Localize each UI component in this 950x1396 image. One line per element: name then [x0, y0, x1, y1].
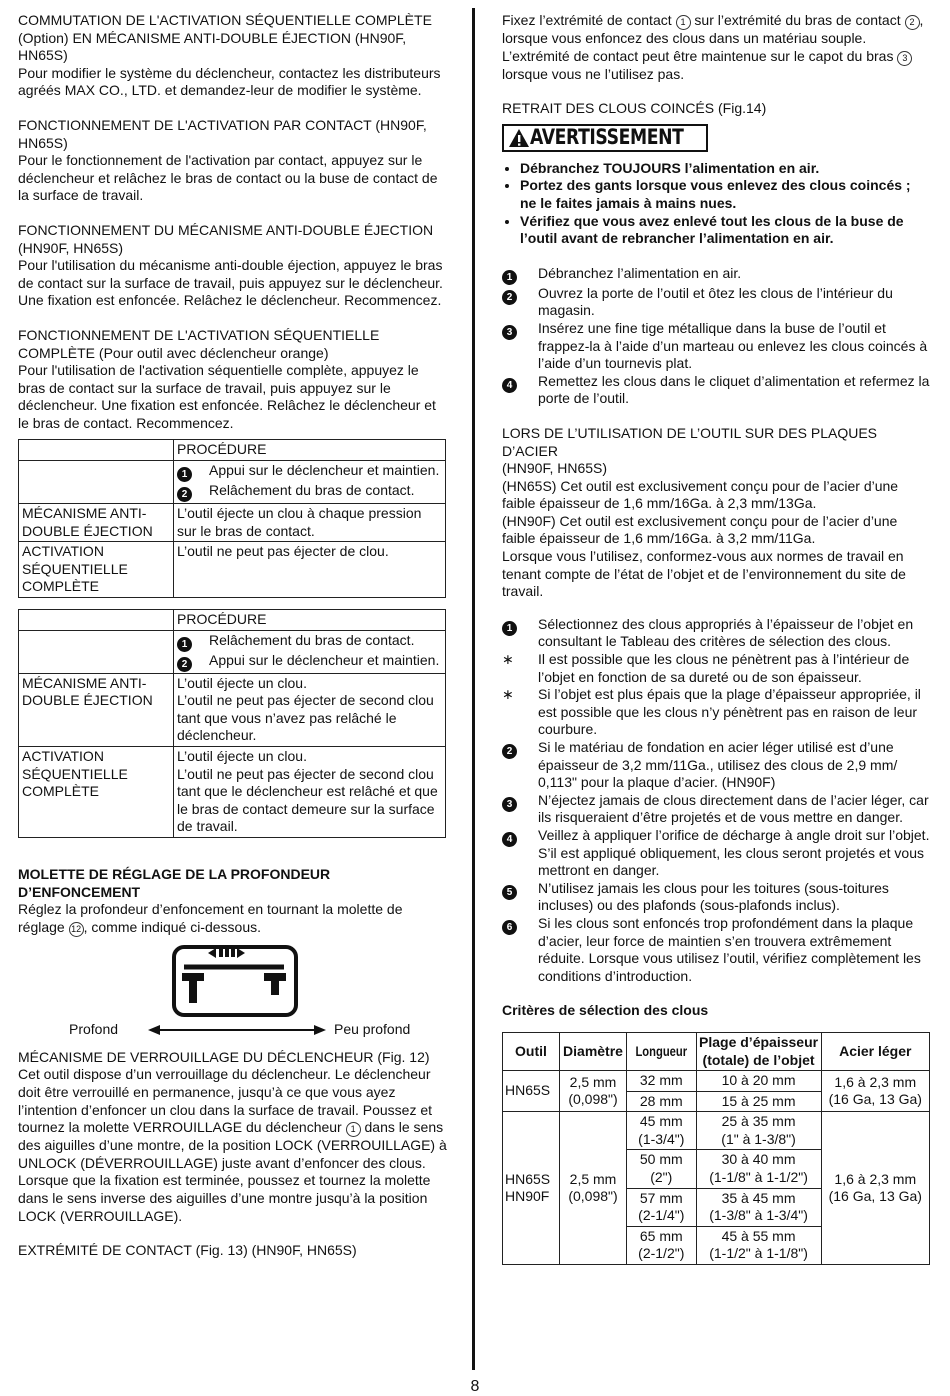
page-number: 8 — [470, 1378, 480, 1395]
depth-diagram — [18, 943, 448, 1043]
cell-line: 45 à 55 mm — [721, 1227, 796, 1244]
list-item-text: Si le matériau de fondation en acier léger utilisé est d’une épaisseur de 3,2 mm/11Ga., utilisez des clous de 2,9 mm/ 0,113" pour la plaque d’acier. (HN90F) — [538, 739, 898, 791]
warning-bullet: • Vérifiez que vous avez enlevé tout les clous de la buse de l’outil avant de rebrancher l’alimentation en air. — [520, 213, 930, 248]
ref-number: 2 — [905, 15, 920, 30]
table-cell-empty — [19, 630, 174, 673]
table-cell-empty — [19, 440, 174, 461]
right-column — [502, 12, 930, 1265]
table-cell — [821, 1071, 929, 1112]
row-label: ACTIVATION SÉQUENTIELLE COMPLÈTE — [19, 747, 174, 838]
cell-line: 57 mm — [639, 1189, 683, 1206]
table-cell — [821, 1112, 929, 1265]
list-item-text: Si l’objet est plus épais que la plage d’épaisseur appropriée, il est possible que les clous n’y pénètrent pas en raison de leur courbure. — [538, 686, 921, 738]
table-cell — [696, 1150, 821, 1188]
list-item — [502, 739, 930, 792]
step-number-badge: 1 — [177, 637, 192, 652]
table-header: PROCÉDURE — [174, 610, 446, 631]
section-body — [18, 1066, 448, 1225]
cell-line: (2-1/4") — [638, 1207, 685, 1224]
nail-criteria-table — [502, 1032, 930, 1265]
section-depth-adjust — [18, 866, 448, 1043]
steps-list — [502, 739, 930, 985]
cell-line: 1,6 à 2,3 mm — [834, 1073, 917, 1090]
section-sequential-switch — [18, 12, 448, 100]
list-item — [502, 285, 930, 320]
table-cell — [627, 1226, 697, 1264]
list-item-text: Sélectionnez des clous appropriés à l’épaisseur de l’objet en consultant le Tableau des critères de sélection des clous. — [538, 615, 914, 650]
row-value-line: L’outil ne peut pas éjecter de second clou tant que vous n’avez pas relâché le déclencheur. — [177, 692, 434, 744]
note-marker: ∗ — [502, 686, 514, 703]
cell-line: (1-3/8" à 1-3/4") — [709, 1207, 808, 1224]
cell-line: 25 à 35 mm — [721, 1113, 796, 1130]
table-cell-empty — [19, 461, 174, 504]
table-cell — [627, 1112, 697, 1150]
list-item — [502, 651, 930, 686]
step-number-badge: 6 — [502, 920, 517, 935]
cell-line: 45 mm — [639, 1113, 683, 1130]
cell-line: (16 Ga, 13 Ga) — [828, 1091, 922, 1108]
column-header — [627, 1032, 697, 1070]
step-number-badge: 4 — [502, 832, 517, 847]
body-text: Fixez l’extrémité de contact — [502, 12, 676, 28]
list-item-text: Ouvrez la porte de l’outil et ôtez les clous de l’intérieur du magasin. — [538, 284, 893, 319]
cell-line: (1-1/8" à 1-1/2") — [709, 1169, 808, 1186]
section-trigger-lock — [18, 1049, 448, 1225]
notes-list — [502, 651, 930, 739]
table-cell — [696, 1226, 821, 1264]
body-text: , comme indiqué ci-dessous. — [83, 918, 262, 935]
list-item — [502, 616, 930, 651]
section-body: Pour l'utilisation du mécanisme anti-double éjection, appuyez le bras de contact sur la surface de travail, puis appuyez sur le déclencheur. Une fixation est enfoncée. Relâchez le déclencheur. Recommencez. — [18, 257, 443, 309]
note-marker: ∗ — [502, 651, 514, 668]
list-item-text: N’éjectez jamais de clous directement dans de l’acier léger, car ils risqueraient d’être projetés et de vous mettre en danger. — [538, 791, 929, 826]
column-header: Diamètre — [560, 1032, 627, 1070]
section-body: (HN90F) Cet outil est exclusivement conçu pour de l’acier d’une faible épaisseur de 1,6 mm/16Ga. à 3,2 mm/11Ga. — [502, 512, 898, 547]
section-title: MÉCANISME DE VERROUILLAGE DU DÉCLENCHEUR (Fig. 12) — [18, 1048, 430, 1065]
jam-removal-steps — [502, 265, 930, 408]
table-cell — [560, 1112, 627, 1265]
table-cell: 10 à 20 mm — [696, 1071, 821, 1092]
column-header-text: Longueur — [635, 1042, 688, 1059]
table-cell — [560, 1071, 627, 1112]
list-item — [502, 915, 930, 985]
section-anti-double — [18, 222, 448, 310]
table-cell — [627, 1150, 697, 1188]
cell-line: (2") — [650, 1169, 673, 1186]
table-row — [503, 1112, 930, 1150]
depth-deep-label: Profond — [69, 1020, 119, 1037]
table-header: PROCÉDURE — [174, 440, 446, 461]
table-cell: 28 mm — [627, 1091, 697, 1112]
row-label: MÉCANISME ANTI-DOUBLE ÉJECTION — [19, 504, 174, 542]
row-value-line: L’outil ne peut pas éjecter de second clou tant que le déclencheur est relâché et que le bras de contact demeure sur la surface de travail. — [177, 765, 438, 835]
section-steel-plates — [502, 425, 930, 985]
section-title: LORS DE L’UTILISATION DE L’OUTIL SUR DES PLAQUES D’ACIER — [502, 424, 877, 459]
ref-number: 3 — [897, 51, 912, 66]
cell-line: 1,6 à 2,3 mm — [834, 1170, 917, 1187]
section-sequential-operation — [18, 327, 448, 433]
section-title: MOLETTE DE RÉGLAGE DE LA PROFONDEUR D’ENFONCEMENT — [18, 865, 331, 900]
criteria-title: Critères de sélection des clous — [502, 1002, 709, 1019]
list-item-text: N’utilisez jamais les clous pour les toitures (sous-toitures incluses) ou des plafonds (sous-plafonds inclus). — [538, 879, 889, 914]
cell-line: (0,098") — [568, 1091, 618, 1108]
table-cell — [627, 1188, 697, 1226]
table-cell — [503, 1112, 560, 1265]
warning-banner — [502, 124, 708, 152]
table-row — [503, 1071, 930, 1092]
row-value: L’outil ne peut pas éjecter de clou. — [174, 542, 446, 598]
row-value-line: L’outil éjecte un clou. — [177, 674, 307, 691]
step-number-badge: 3 — [502, 797, 517, 812]
step-number-badge: 1 — [502, 270, 517, 285]
row-value-line: L’outil éjecte un clou. — [177, 748, 307, 764]
list-item — [502, 320, 930, 373]
list-item-text: Insérez une fine tige métallique dans la buse de l’outil et frappez-la à l’aide d’un marteau ou enlevez les clous coincés à l’aide d’un tournevis plat. — [538, 319, 928, 372]
warning-label: AVERTISSEMENT — [530, 124, 684, 149]
cell-line: HN65S — [505, 1170, 551, 1187]
cell-line: (16 Ga, 13 Ga) — [828, 1188, 922, 1205]
row-value: L’outil éjecte un clou à chaque pression sur le bras de contact. — [174, 504, 446, 542]
section-title: FONCTIONNEMENT DU MÉCANISME ANTI-DOUBLE ÉJECTION (HN90F, HN65S) — [18, 221, 434, 256]
list-item — [502, 827, 930, 880]
warning-bullet: • Débranchez TOUJOURS l’alimentation en air. — [520, 160, 930, 178]
step-number-badge: 3 — [502, 325, 517, 340]
warning-bullet: • Portez des gants lorsque vous enlevez des clous coincés ; ne le faites jamais à mains nues. — [520, 177, 930, 212]
contact-tip-text — [502, 12, 930, 83]
section-title: COMMUTATION DE L'ACTIVATION SÉQUENTIELLE COMPLÈTE (Option) EN MÉCANISME ANTI-DOUBLE ÉJECTION (HN90F, HN65S) — [18, 12, 432, 64]
cell-line: HN90F — [505, 1188, 550, 1205]
procedure-steps — [174, 461, 446, 504]
section-body: Pour le fonctionnement de l'activation par contact, appuyez sur le déclencheur et relâchez le bras de contact ou la buse de contact de la surface de travail. — [18, 152, 438, 204]
step-number-badge: 2 — [177, 657, 192, 672]
column-divider — [472, 8, 475, 1370]
list-item — [502, 880, 930, 915]
row-value — [174, 673, 446, 746]
cell-line: 50 mm — [639, 1151, 683, 1168]
list-item-text: Si les clous sont enfoncés trop profondément dans la plaque d’acier, leur force de maintien s’en trouvera extrêmement réduite. Lorsque vous utilisez l’outil, vérifiez complètement les conditions d’introduction. — [538, 914, 921, 984]
warning-bullets — [502, 160, 930, 248]
list-item-text: Débranchez l’alimentation en air. — [538, 264, 742, 281]
column-header: Acier léger — [821, 1032, 929, 1070]
row-value — [174, 747, 446, 838]
procedure-table-2 — [18, 609, 446, 838]
section-body: Lorsque vous l’utilisez, conformez-vous aux normes de travail en tenant compte de l’état de l’objet et de l’environnement du site de travail. — [502, 548, 906, 600]
step-number-badge: 5 — [502, 885, 517, 900]
list-item-text: Remettez les clous dans le cliquet d’alimentation et refermez la porte de l’outil. — [538, 372, 930, 407]
body-text: Réglez la profondeur d’enfoncement en tournant la molette de réglage — [18, 901, 403, 935]
table-cell: 32 mm — [627, 1071, 697, 1092]
procedure-table-1 — [18, 439, 446, 598]
cell-line: 2,5 mm — [569, 1170, 617, 1187]
warning-triangle-icon — [508, 128, 530, 148]
table-cell-empty — [19, 610, 174, 631]
cell-line: 30 à 40 mm — [721, 1151, 796, 1168]
body-text: sur l’extrémité du bras de contact — [690, 12, 905, 28]
section-title: FONCTIONNEMENT DE L'ACTIVATION SÉQUENTIELLE COMPLÈTE (Pour outil avec déclencheur orange) — [18, 326, 380, 361]
procedure-steps — [174, 630, 446, 673]
step-number-badge: 2 — [502, 744, 517, 759]
column-header: Outil — [503, 1032, 560, 1070]
section-title: RETRAIT DES CLOUS COINCÉS (Fig.14) — [502, 100, 767, 117]
body-text: lorsque vous ne l’utilisez pas. — [502, 65, 685, 82]
cell-line: 65 mm — [639, 1227, 683, 1244]
row-label: ACTIVATION SÉQUENTIELLE COMPLÈTE — [19, 542, 174, 598]
cell-line: (0,098") — [568, 1188, 618, 1205]
cell-line: (2-1/2") — [638, 1245, 685, 1262]
ref-number: 1 — [346, 1122, 361, 1137]
list-item — [502, 686, 930, 739]
step-number-badge: 2 — [177, 487, 192, 502]
step-number-badge: 4 — [502, 378, 517, 393]
step-text: Relâchement du bras de contact. — [209, 631, 415, 648]
list-item-text: Il est possible que les clous ne pénètrent pas à l’intérieur de l’objet en fonction de sa dureté ou de son épaisseur. — [538, 651, 910, 685]
table-cell: 15 à 25 mm — [696, 1091, 821, 1112]
body-text: dans le sens des aiguilles d’une montre, de la position LOCK (VERROUILLAGE) à UNLOCK (DÉVERROUILLAGE) juste avant d’enfoncer des clous. Lorsque que la fixation est terminée, poussez et tournez la molette dans le sens inverse des aiguilles d’une montre jusqu’à la position LOCK (VERROUILLAGE). — [18, 1119, 447, 1224]
step-number-badge: 1 — [177, 467, 192, 482]
ref-number: 12 — [69, 922, 84, 937]
row-label: MÉCANISME ANTI-DOUBLE ÉJECTION — [19, 673, 174, 746]
section-title: FONCTIONNEMENT DE L'ACTIVATION PAR CONTACT (HN90F, HN65S) — [18, 116, 427, 151]
table-cell — [696, 1112, 821, 1150]
step-number-badge: 2 — [502, 290, 517, 305]
cell-line: (1" à 1-3/8") — [721, 1130, 796, 1147]
cell-line: 2,5 mm — [569, 1073, 617, 1090]
left-column — [18, 12, 448, 1260]
step-text: Relâchement du bras de contact. — [209, 482, 415, 499]
section-body — [18, 901, 448, 937]
section-models: (HN90F, HN65S) — [502, 460, 608, 477]
section-title: EXTRÉMITÉ DE CONTACT (Fig. 13) (HN90F, HN65S) — [18, 1242, 357, 1259]
table-cell: HN65S — [503, 1071, 560, 1112]
column-header: Plage d’épaisseur (totale) de l’objet — [696, 1032, 821, 1070]
section-body: (HN65S) Cet outil est exclusivement conçu pour de l’acier d’une faible épaisseur de 1,6 mm/16Ga. à 2,3 mm/13Ga. — [502, 477, 899, 512]
ref-number: 1 — [676, 15, 691, 30]
steel-steps — [502, 616, 930, 985]
table-cell — [696, 1188, 821, 1226]
list-item — [502, 792, 930, 827]
cell-line: (1-3/4") — [638, 1130, 685, 1147]
depth-shallow-label: Peu profond — [334, 1020, 411, 1037]
list-item — [502, 265, 930, 285]
section-body: Pour modifier le système du déclencheur, contactez les distributeurs agréés MAX CO., LTD. et demandez-leur de modifier le système. — [18, 64, 441, 99]
step-text: Appui sur le déclencheur et maintien. — [209, 462, 440, 479]
section-contact-activation — [18, 117, 448, 205]
cell-line: 35 à 45 mm — [721, 1189, 796, 1206]
step-number-badge: 1 — [502, 621, 517, 636]
list-item — [502, 373, 930, 408]
cell-line: (1-1/2" à 1-1/8") — [709, 1245, 808, 1262]
section-body: Pour l'utilisation de l'activation séquentielle complète, appuyez le bras de contact sur la surface de travail, puis appuyez sur le déclencheur. Une fixation est enfoncée. Relâchez le déclencheur et le bras de contact. Recommencez. — [18, 362, 436, 431]
list-item-text: Veillez à appliquer l’orifice de décharge à angle droit sur l’objet. S’il est appliqué obliquement, les clous seront projetés et vous mettront en danger. — [538, 826, 930, 879]
step-text: Appui sur le déclencheur et maintien. — [209, 651, 440, 668]
body-text: Cet outil dispose d’un verrouillage du déclencheur. Le déclencheur doit être verrouillé en permanence, jusqu’à ce que vous ayez l’intention d’enfoncer un clou dans la surface de travail. Poussez et tournez la molette VERROUILLAGE du déclencheur — [18, 1066, 433, 1136]
body-text: , lorsque vous enfoncez des clous dans un matériau souple. L’extrémité de contact peut être maintenue sur le capot du bras — [502, 12, 924, 64]
